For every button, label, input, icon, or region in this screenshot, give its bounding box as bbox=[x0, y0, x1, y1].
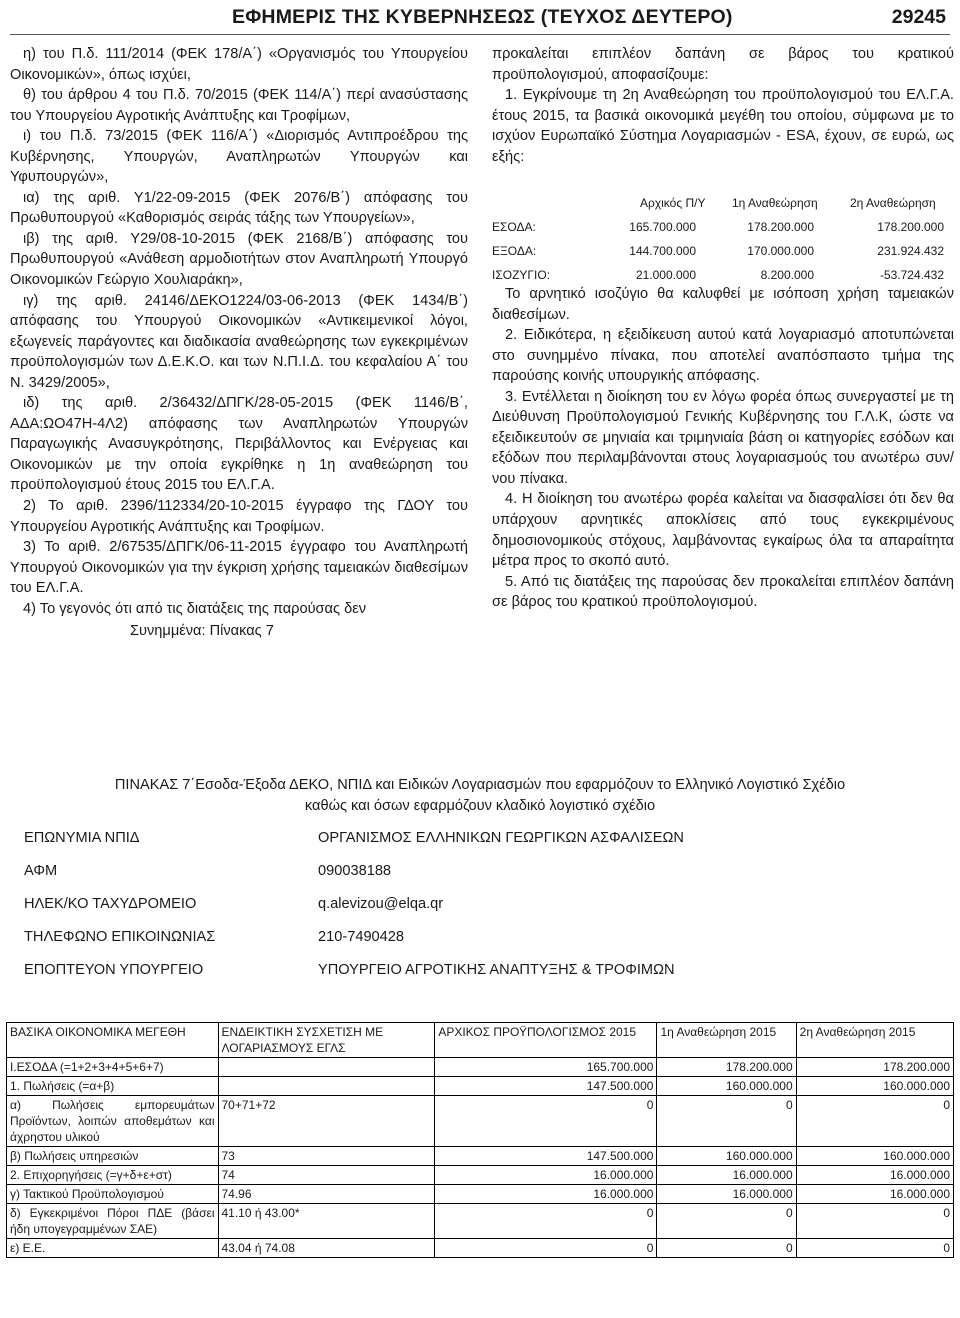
table-cell: 160.000.000 bbox=[796, 1077, 953, 1096]
paragraph: 5. Από τις διατάξεις της παρούσας δεν προκαλείται επιπλέον δαπάνη σε βάρος του κρατικού προϋπολογισμού. bbox=[492, 573, 954, 611]
paragraph: 4) Το γεγονός ότι από τις διατάξεις της παρούσας δεν bbox=[23, 600, 367, 617]
table-cell: 160.000.000 bbox=[796, 1147, 953, 1166]
paragraph: 4. Η διοίκηση του ανωτέρω φορέα καλείται να διασφαλίσει ότι δεν θα υπάρχουν αρνητικές αποκλίσεις από τους εγκεκριμένους δημοσιονομικούς στόχους, λαμβάνοντας εγκαίρως όλα τα απαραίτητα μέτρα προς το σκοπό αυτό. bbox=[492, 491, 954, 570]
paragraph: ιγ) της αριθ. 24146/ΔΕΚΟ1224/03-06-2013 (ΦΕΚ 1434/Β΄) απόφασης του Υπουργού Οικονομικών «Αντικειμενικοί λόγοι, εξωγενείς παράγοντες και διαδικασία αναθεώρησης των εγκεκριμένων προϋπολογισμών των Δ.Ε.Κ.Ο. και των Ν.Π.Ι.Δ. του κεφαλαίου Α΄ του Ν. 3429/2005», bbox=[10, 292, 468, 391]
table-cell: 160.000.000 bbox=[657, 1147, 796, 1166]
table-cell: β) Πωλήσεις υπηρεσιών bbox=[7, 1147, 219, 1166]
table-cell: 0 bbox=[796, 1204, 953, 1239]
budget-label: ΕΞΟΔΑ: bbox=[492, 244, 537, 258]
column-header: ΕΝΔΕΙΚΤΙΚΗ ΣΥΣΧΕΤΙΣΗ ΜΕ ΛΟΓΑΡΙΑΣΜΟΥΣ ΕΓΛΣ bbox=[218, 1023, 435, 1058]
table-cell: 160.000.000 bbox=[657, 1077, 796, 1096]
entity-info bbox=[24, 830, 954, 995]
table-cell: 74 bbox=[218, 1166, 435, 1185]
budget-value: 178.200.000 bbox=[747, 220, 814, 234]
info-row bbox=[24, 863, 954, 896]
right-column-bottom bbox=[492, 284, 954, 613]
info-row bbox=[24, 830, 954, 863]
table-row bbox=[7, 1204, 954, 1239]
paragraph: 2. Ειδικότερα, η εξειδίκευση αυτού κατά λογαριασμό αποτυπώνεται στο συνημμένο πίνακα, που αποτελεί αναπόσπαστο τμήμα της παρούσης κοινής υπουργικής απόφασης. bbox=[492, 327, 954, 385]
paragraph: ιδ) της αριθ. 2/36432/ΔΠΓΚ/28-05-2015 (ΦΕΚ 1146/Β΄, ΑΔΑ:ΩΟ47Η-4Λ2) απόφασης των Αναπληρωτών Υπουργών Παραγωγικής Ανασυγκρότησης, Περιβάλλοντος και Ενέργειας και Οικονομικών με την οποία εγκρίθηκε η 1η αναθεώρηση του προϋπολογισμού έτους 2015 του ΕΛ.Γ.Α. bbox=[10, 395, 468, 494]
info-value: 210-7490428 bbox=[318, 929, 405, 945]
attachments-note: Συνημμένα: Πίνακας 7 bbox=[130, 623, 274, 640]
table-cell: δ) Εγκεκριμένοι Πόροι ΠΔΕ (βάσει ήδη υπογεγραμμένων ΣΑΕ) bbox=[7, 1204, 219, 1239]
info-label: ΕΠΟΠΤΕΥΟΝ ΥΠΟΥΡΓΕΙΟ bbox=[24, 962, 204, 978]
table-cell: 74.96 bbox=[218, 1185, 435, 1204]
info-value: ΟΡΓΑΝΙΣΜΟΣ ΕΛΛΗΝΙΚΩΝ ΓΕΩΡΓΙΚΩΝ ΑΣΦΑΛΙΣΕΩΝ bbox=[318, 830, 684, 846]
budget-value: 21.000.000 bbox=[635, 268, 696, 282]
paragraph: 3. Εντέλλεται η διοίκηση του εν λόγω φορέα όπως συνεργαστεί με τη Διεύθυνση Προϋπολογισμού Γενικής Κυβέρνησης του Γ.Λ.Κ, ώστε να εξειδικευτούν σε μηνιαία και τριμηνιαία βάση οι κατηγορίες εσόδων και εξόδων που περιλαμβάνονται στους λογαριασμούς του ανωτέρω συν/νου πίνακα. bbox=[492, 388, 954, 487]
budget-row bbox=[492, 239, 954, 263]
paragraph: η) του Π.δ. 111/2014 (ΦΕΚ 178/Α΄) «Οργανισμός του Υπουργείου Οικονομικών», όπως ισχύει, bbox=[10, 46, 468, 83]
table-cell: 16.000.000 bbox=[796, 1166, 953, 1185]
column-header: 1η Αναθεώρηση 2015 bbox=[657, 1023, 796, 1058]
gazette-title: ΕΦΗΜΕΡΙΣ ΤΗΣ ΚΥΒΕΡΝΗΣΕΩΣ (ΤΕΥΧΟΣ ΔΕΥΤΕΡΟ) bbox=[232, 6, 733, 28]
table-cell: 16.000.000 bbox=[435, 1166, 657, 1185]
column-header: ΒΑΣΙΚΑ ΟΙΚΟΝΟΜΙΚΑ ΜΕΓΕΘΗ bbox=[7, 1023, 219, 1058]
table-cell: 0 bbox=[435, 1204, 657, 1239]
table-row bbox=[7, 1239, 954, 1258]
paragraph: 3) Το αριθ. 2/67535/ΔΠΓΚ/06-11-2015 έγγραφο του Αναπληρωτή Υπουργού Οικονομικών για την έγκριση χρήσης ταμειακών διαθεσίμων του ΕΛ.Γ.Α. bbox=[10, 539, 468, 597]
column-header: 2η Αναθεώρηση 2015 bbox=[796, 1023, 953, 1058]
table-cell: γ) Τακτικού Προϋπολογισμού bbox=[7, 1185, 219, 1204]
table-cell: 2. Επιχορηγήσεις (=γ+δ+ε+στ) bbox=[7, 1166, 219, 1185]
budget-summary bbox=[492, 191, 954, 287]
paragraph: Το αρνητικό ισοζύγιο θα καλυφθεί με ισόποση χρήση ταμειακών διαθεσίμων. bbox=[492, 286, 954, 323]
table-title-line: καθώς και όσων εφαρμόζουν κλαδικό λογιστικό σχέδιο bbox=[304, 798, 656, 814]
budget-value: 8.200.000 bbox=[760, 268, 814, 282]
paragraph: ιβ) της αριθ. Υ29/08-10-2015 (ΦΕΚ 2168/Β΄) απόφασης του Πρωθυπουργού «Ανάθεση αρμοδιοτήτων στον Αναπληρωτή Υπουργό Οικονομικών Γεώργιο Χουλιαράκη», bbox=[10, 230, 468, 289]
paragraph: θ) του άρθρου 4 του Π.δ. 70/2015 (ΦΕΚ 114/Α΄) περί ανασύστασης του Υπουργείου Αγροτικής Ανάπτυξης και Τροφίμων, bbox=[10, 87, 468, 124]
page-number: 29245 bbox=[891, 6, 946, 28]
budget-value: 231.924.432 bbox=[877, 244, 944, 258]
table-cell: 41.10 ή 43.00* bbox=[218, 1204, 435, 1239]
column-header: ΑΡΧΙΚΟΣ ΠΡΟΫΠΟΛΟΓΙΣΜΟΣ 2015 bbox=[435, 1023, 657, 1058]
table-cell: 43.04 ή 74.08 bbox=[218, 1239, 435, 1258]
paragraph: ι) του Π.δ. 73/2015 (ΦΕΚ 116/Α΄) «Διορισμός Αντιπροέδρου της Κυβέρνησης, Υπουργών, Αναπληρωτών Υπουργών και Υφυπουργών», bbox=[10, 128, 468, 186]
budget-value: 170.000.000 bbox=[747, 244, 814, 258]
budget-value: 144.700.000 bbox=[629, 244, 696, 258]
budget-header: Αρχικός Π/Υ bbox=[640, 196, 706, 210]
left-column bbox=[10, 44, 468, 642]
table-cell: 70+71+72 bbox=[218, 1096, 435, 1147]
table-row bbox=[7, 1077, 954, 1096]
paragraph: 2) Το αριθ. 2396/112334/20-10-2015 έγγραφο της ΓΔΟΥ του Υπουργείου Αγροτικής Ανάπτυξης και Τροφίμων. bbox=[10, 498, 468, 535]
table-row bbox=[7, 1058, 954, 1077]
budget-header: 2η Αναθεώρηση bbox=[850, 196, 936, 210]
table-cell: 0 bbox=[796, 1096, 953, 1147]
table-cell: 16.000.000 bbox=[796, 1185, 953, 1204]
table-cell: 73 bbox=[218, 1147, 435, 1166]
table-cell: 165.700.000 bbox=[435, 1058, 657, 1077]
table-cell: 0 bbox=[657, 1204, 796, 1239]
paragraph: 1. Εγκρίνουμε τη 2η Αναθεώρηση του προϋπολογισμού του ΕΛ.Γ.Α. έτους 2015, τα βασικά οικονομικά μεγέθη του οποίου, σύμφωνα με το ισχύον Ευρωπαϊκό Σύστημα Λογαριασμών - ESA, έχουν, σε ευρώ, ως εξής: bbox=[492, 87, 954, 165]
table-cell: 147.500.000 bbox=[435, 1147, 657, 1166]
table-cell: 0 bbox=[657, 1096, 796, 1147]
info-value: 090038188 bbox=[318, 863, 392, 879]
table-cell bbox=[218, 1077, 435, 1096]
table-cell: α) Πωλήσεις εμπορευμάτων Προϊόντων, λοιπών αποθεμάτων και άχρηστου υλικού bbox=[7, 1096, 219, 1147]
table-cell bbox=[218, 1058, 435, 1077]
budget-label: ΙΣΟΖΥΓΙΟ: bbox=[492, 268, 551, 282]
table-cell: 16.000.000 bbox=[435, 1185, 657, 1204]
info-label: ΗΛΕΚ/ΚΟ ΤΑΧΥΔΡΟΜΕΙΟ bbox=[24, 896, 197, 912]
table-row bbox=[7, 1147, 954, 1166]
budget-value: -53.724.432 bbox=[879, 268, 944, 282]
table-cell: 1. Πωλήσεις (=α+β) bbox=[7, 1077, 219, 1096]
info-row bbox=[24, 896, 954, 929]
info-value: ΥΠΟΥΡΓΕΙΟ ΑΓΡΟΤΙΚΗΣ ΑΝΑΠΤΥΞΗΣ & ΤΡΟΦΙΜΩΝ bbox=[318, 962, 675, 978]
info-label: ΤΗΛΕΦΩΝΟ ΕΠΙΚΟΙΝΩΝΙΑΣ bbox=[24, 929, 216, 945]
info-row bbox=[24, 962, 954, 995]
paragraph: ια) της αριθ. Υ1/22-09-2015 (ΦΕΚ 2076/Β΄) απόφασης του Πρωθυπουργού «Καθορισμός σειράς τάξης των Υπουργείων», bbox=[10, 189, 468, 227]
budget-value: 178.200.000 bbox=[877, 220, 944, 234]
info-row bbox=[24, 929, 954, 962]
budget-value: 165.700.000 bbox=[629, 220, 696, 234]
table-cell: 16.000.000 bbox=[657, 1185, 796, 1204]
table-cell: Ι.ΕΣΟΔΑ (=1+2+3+4+5+6+7) bbox=[7, 1058, 219, 1077]
budget-label: ΕΣΟΔΑ: bbox=[492, 220, 536, 234]
table-row bbox=[7, 1096, 954, 1147]
budget-header: 1η Αναθεώρηση bbox=[732, 196, 818, 210]
table-row bbox=[7, 1185, 954, 1204]
table-cell: ε) Ε.Ε. bbox=[7, 1239, 219, 1258]
info-label: ΑΦΜ bbox=[24, 863, 58, 879]
table-row bbox=[7, 1166, 954, 1185]
header-rule bbox=[10, 34, 950, 35]
budget-header-row bbox=[492, 191, 954, 215]
table-cell: 178.200.000 bbox=[657, 1058, 796, 1077]
table-cell: 0 bbox=[796, 1239, 953, 1258]
table-title bbox=[10, 775, 950, 817]
table-title-line: ΠΙΝΑΚΑΣ 7΄Εσοδα-Έξοδα ΔΕΚΟ, ΝΠΙΔ και Ειδικών Λογαριασμών που εφαρμόζουν το Ελληνικό Λογιστικό Σχέδιο bbox=[114, 777, 846, 793]
table-cell: 0 bbox=[435, 1096, 657, 1147]
budget-row bbox=[492, 215, 954, 239]
table-cell: 147.500.000 bbox=[435, 1077, 657, 1096]
table-cell: 0 bbox=[435, 1239, 657, 1258]
table-cell: 16.000.000 bbox=[657, 1166, 796, 1185]
info-value: q.alevizou@elqa.qr bbox=[318, 896, 444, 912]
table-cell: 178.200.000 bbox=[796, 1058, 953, 1077]
paragraph: προκαλείται επιπλέον δαπάνη σε βάρος του κρατικού προϋπολογισμού, αποφασίζουμε: bbox=[492, 46, 954, 83]
page-header bbox=[0, 0, 960, 34]
table-cell: 0 bbox=[657, 1239, 796, 1258]
right-column-top bbox=[492, 44, 954, 167]
table-header-row bbox=[7, 1023, 954, 1058]
info-label: ΕΠΩΝΥΜΙΑ ΝΠΙΔ bbox=[24, 830, 140, 846]
financial-table bbox=[6, 1022, 954, 1258]
